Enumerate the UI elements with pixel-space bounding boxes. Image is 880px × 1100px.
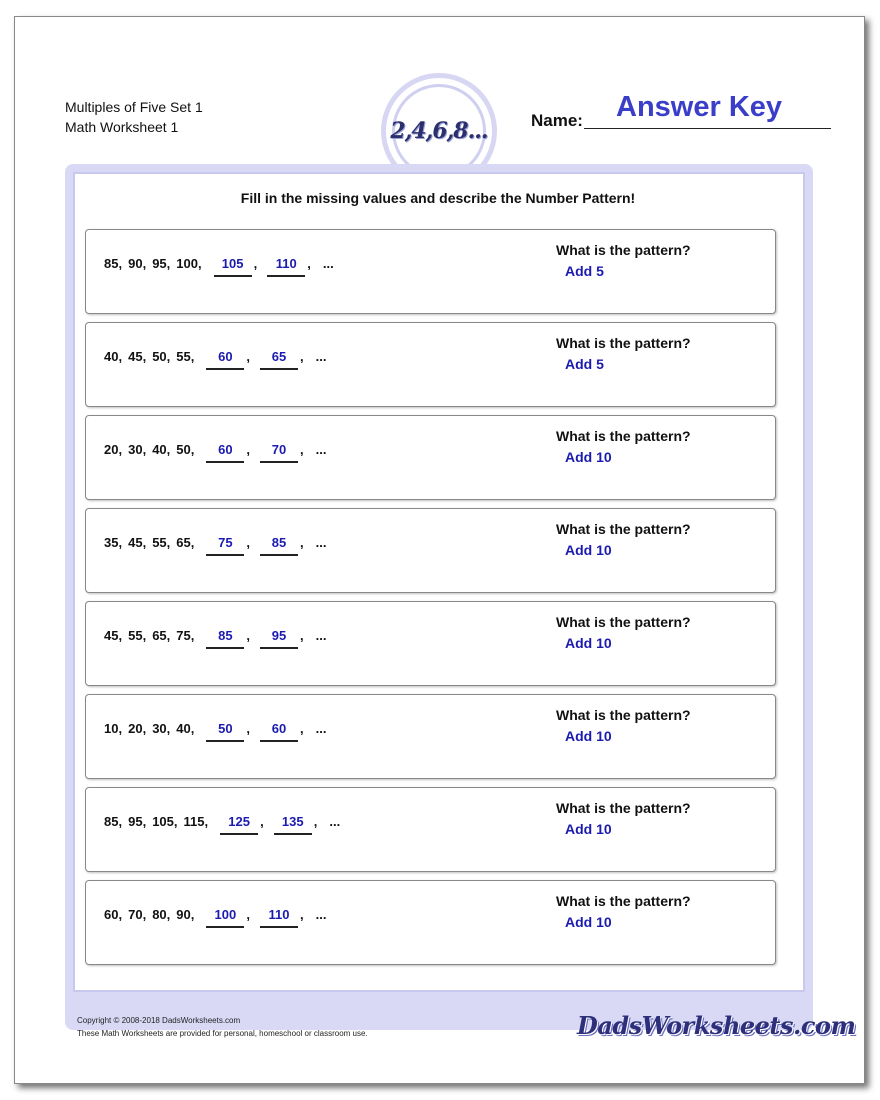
given-number: 30 [128,442,143,457]
comma-separator: , [142,256,147,271]
comma-separator: , [313,814,318,829]
comma-separator: , [142,535,147,550]
comma-separator: , [246,628,250,643]
comma-separator: , [166,628,171,643]
ellipsis: ... [315,349,327,364]
given-number: 65 [176,535,191,550]
comma-separator: , [190,721,195,736]
comma-separator: , [190,907,195,922]
comma-separator: , [166,721,171,736]
given-number: 20 [128,721,143,736]
given-number: 90 [128,256,143,271]
comma-separator: , [246,721,250,736]
comma-separator: , [118,442,123,457]
comma-separator: , [300,535,304,550]
worksheet-header [65,97,203,137]
pattern-question: What is the pattern? [556,242,691,258]
comma-separator: , [118,721,123,736]
comma-separator: , [246,535,250,550]
answer-blank[interactable]: 105 [214,256,252,277]
given-number: 35 [104,535,119,550]
given-number: 100 [176,256,198,271]
given-number: 45 [104,628,119,643]
given-number: 90 [176,907,191,922]
pattern-answer[interactable]: Add 10 [565,635,612,651]
answer-blank[interactable]: 110 [267,256,305,277]
given-number: 55 [152,535,167,550]
problem-row [85,787,776,872]
given-number: 45 [128,349,143,364]
given-number: 40 [152,442,167,457]
problem-row [85,322,776,407]
pattern-answer[interactable]: Add 5 [565,356,604,372]
comma-separator: , [300,349,304,364]
problem-row [85,601,776,686]
comma-separator: , [190,535,195,550]
problem-row [85,229,776,314]
given-number: 30 [152,721,167,736]
answer-blank[interactable]: 60 [206,442,244,463]
comma-separator: , [260,814,264,829]
instructions: Fill in the missing values and describe the Number Pattern! [240,190,636,206]
comma-separator: , [300,628,304,643]
comma-separator: , [253,256,258,271]
answer-blank[interactable]: 60 [260,721,298,742]
given-number: 40 [104,349,119,364]
comma-separator: , [246,442,250,457]
given-number: 60 [104,907,119,922]
ellipsis: ... [315,628,327,643]
pattern-question: What is the pattern? [556,521,691,537]
comma-separator: , [197,256,202,271]
answer-blank[interactable]: 60 [206,349,244,370]
comma-separator: , [118,907,123,922]
given-number: 85 [104,256,119,271]
name-label: Name: [531,111,583,130]
ellipsis: ... [315,907,327,922]
comma-separator: , [142,814,147,829]
answer-blank[interactable]: 70 [260,442,298,463]
comma-separator: , [118,349,123,364]
comma-separator: , [173,814,178,829]
ellipsis: ... [315,535,327,550]
comma-separator: , [300,721,304,736]
ellipsis: ... [322,256,334,271]
worksheet-page [14,16,865,1084]
ellipsis: ... [315,442,327,457]
comma-separator: , [118,628,123,643]
given-number: 70 [128,907,143,922]
pattern-question: What is the pattern? [556,614,691,630]
pattern-answer[interactable]: Add 10 [565,542,612,558]
comma-separator: , [118,256,123,271]
given-number: 95 [128,814,143,829]
pattern-question: What is the pattern? [556,707,691,723]
copyright-text: Copyright © 2008-2018 DadsWorksheets.com [77,1016,241,1025]
answer-blank[interactable]: 135 [274,814,312,835]
pattern-answer[interactable]: Add 5 [565,263,604,279]
number-sequence [104,349,326,370]
given-number: 95 [152,256,167,271]
comma-separator: , [166,256,171,271]
comma-separator: , [142,628,147,643]
comma-separator: , [142,442,147,457]
name-line [584,128,831,129]
comma-separator: , [307,256,311,271]
given-number: 40 [176,721,191,736]
worksheet-title: Multiples of Five Set 1 [65,99,203,115]
given-number: 55 [176,349,191,364]
comma-separator: , [166,442,171,457]
answer-blank[interactable]: 75 [206,535,244,556]
number-sequence [104,256,334,277]
pattern-question: What is the pattern? [556,800,691,816]
answer-blank[interactable]: 85 [260,535,298,556]
given-number: 20 [104,442,119,457]
site-logo: DadsWorksheets.com [577,1011,856,1040]
comma-separator: , [118,535,123,550]
comma-separator: , [142,349,147,364]
given-number: 115 [183,814,205,829]
answer-blank[interactable]: 95 [260,628,298,649]
number-sequence [104,628,326,649]
comma-separator: , [166,349,171,364]
problem-row [85,694,776,779]
comma-separator: , [166,535,171,550]
comma-separator: , [166,907,171,922]
comma-separator: , [204,814,209,829]
pattern-answer[interactable]: Add 10 [565,821,612,837]
pattern-question: What is the pattern? [556,893,691,909]
comma-separator: , [190,628,195,643]
pattern-question: What is the pattern? [556,428,691,444]
comma-separator: , [246,907,250,922]
ellipsis: ... [329,814,341,829]
number-sequence [104,535,326,556]
badge-text: 2,4,6,8... [390,118,488,144]
number-sequence [104,442,326,463]
comma-separator: , [190,349,195,364]
answer-key-text: Answer Key [616,91,783,123]
comma-separator: , [300,442,304,457]
given-number: 10 [104,721,119,736]
comma-separator: , [246,349,250,364]
number-sequence [104,814,340,835]
problem-row [85,880,776,965]
given-number: 65 [152,628,167,643]
given-number: 75 [176,628,191,643]
comma-separator: , [142,721,147,736]
pattern-answer[interactable]: Add 10 [565,728,612,744]
given-number: 105 [152,814,174,829]
comma-separator: , [118,814,123,829]
answer-blank[interactable]: 110 [260,907,298,928]
footer-text [77,1014,368,1040]
comma-separator: , [142,907,147,922]
ellipsis: ... [315,721,327,736]
given-number: 50 [152,349,167,364]
given-number: 80 [152,907,167,922]
problem-row [85,508,776,593]
pattern-answer[interactable]: Add 10 [565,449,612,465]
answer-blank[interactable]: 50 [206,721,244,742]
comma-separator: , [300,907,304,922]
worksheet-subtitle: Math Worksheet 1 [65,119,179,135]
given-number: 85 [104,814,119,829]
usage-note: These Math Worksheets are provided for personal, homeschool or classroom use. [77,1029,368,1038]
answer-blank[interactable]: 65 [260,349,298,370]
number-sequence [104,721,326,742]
pattern-question: What is the pattern? [556,335,691,351]
answer-blank[interactable]: 125 [220,814,258,835]
number-sequence [104,907,326,928]
given-number: 45 [128,535,143,550]
answer-blank[interactable]: 100 [206,907,244,928]
comma-separator: , [190,442,195,457]
answer-blank[interactable]: 85 [206,628,244,649]
problem-row [85,415,776,500]
given-number: 50 [176,442,191,457]
given-number: 55 [128,628,143,643]
pattern-answer[interactable]: Add 10 [565,914,612,930]
